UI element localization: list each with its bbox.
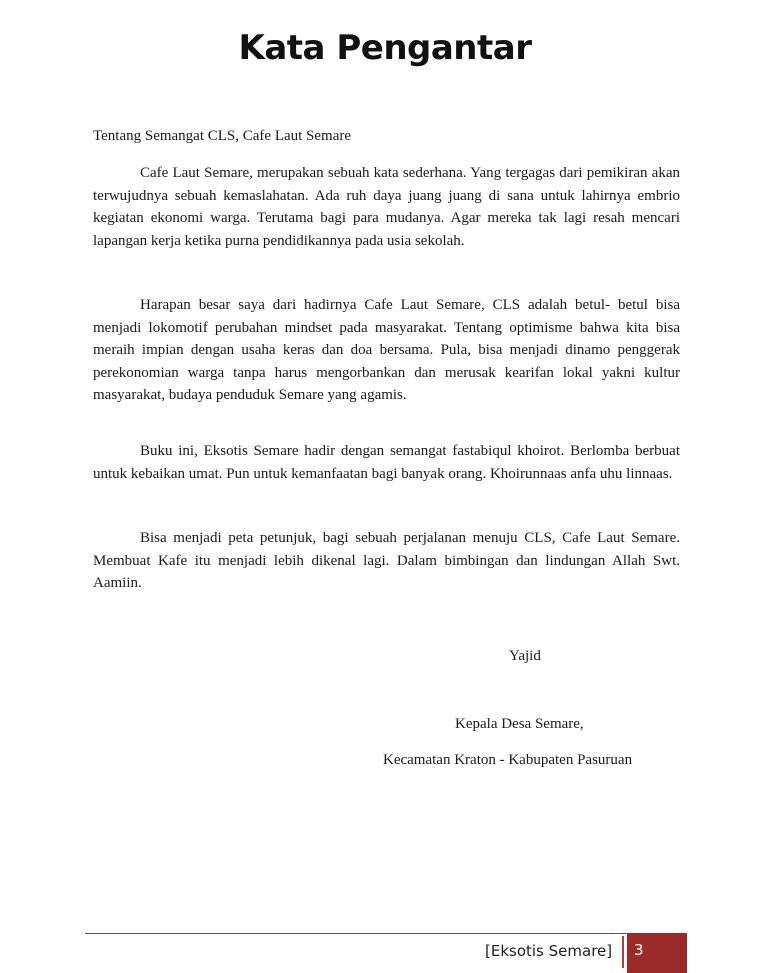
paragraph-4: Bisa menjadi peta petunjuk, bagi sebuah perjalanan menuju CLS, Cafe Laut Semare. Membuat Kafe itu menjadi lebih dikenal lagi. Dalam bimbingan dan lindungan Allah Swt. Aamiin. <box>93 530 680 592</box>
footer-separator <box>622 936 624 968</box>
page-subtitle: Tentang Semangat CLS, Cafe Laut Semare <box>93 128 352 144</box>
signature-name: Yajid <box>509 648 541 664</box>
footer-book-title: [Eksotis Semare] <box>485 942 613 960</box>
page-title: Kata Pengantar <box>238 28 532 68</box>
signature-place: Kecamatan Kraton - Kabupaten Pasuruan <box>383 752 633 768</box>
page-number: 3 <box>627 933 687 973</box>
signature-title: Kepala Desa Semare, <box>455 716 584 732</box>
paragraph-1: Cafe Laut Semare, merupakan sebuah kata sederhana. Yang tergagas dari pemikiran akan terwujudnya sebuah kemaslahatan. Ada ruh daya juang juang di sana untuk lahirnya embrio kegiatan ekonomi warga. Terutama bagi para mudanya. Agar mereka tak lagi resah mencari lapangan kerja ketika purna pendidikannya pada usia sekolah. <box>93 165 680 249</box>
footer-divider <box>85 933 685 934</box>
paragraph-2: Harapan besar saya dari hadirnya Cafe Laut Semare, CLS adalah betul- betul bisa menjadi lokomotif perubahan mindset pada masyarakat. Tentang optimisme bahwa kita bisa meraih impian dengan usaha keras dan doa bersama. Pula, bisa menjadi dinamo penggerak perekonomian warga tanpa harus mengorbankan dan merusak kearifan lokal yakni kultur masyarakat, budaya penduduk Semare yang agamis. <box>93 297 680 404</box>
paragraph-3: Buku ini, Eksotis Semare hadir dengan semangat fastabiqul khoirot. Berlomba berbuat untuk kebaikan umat. Pun untuk kemanfaatan bagi banyak orang. Khoirunnaas anfa uhu linnaas. <box>93 443 680 482</box>
